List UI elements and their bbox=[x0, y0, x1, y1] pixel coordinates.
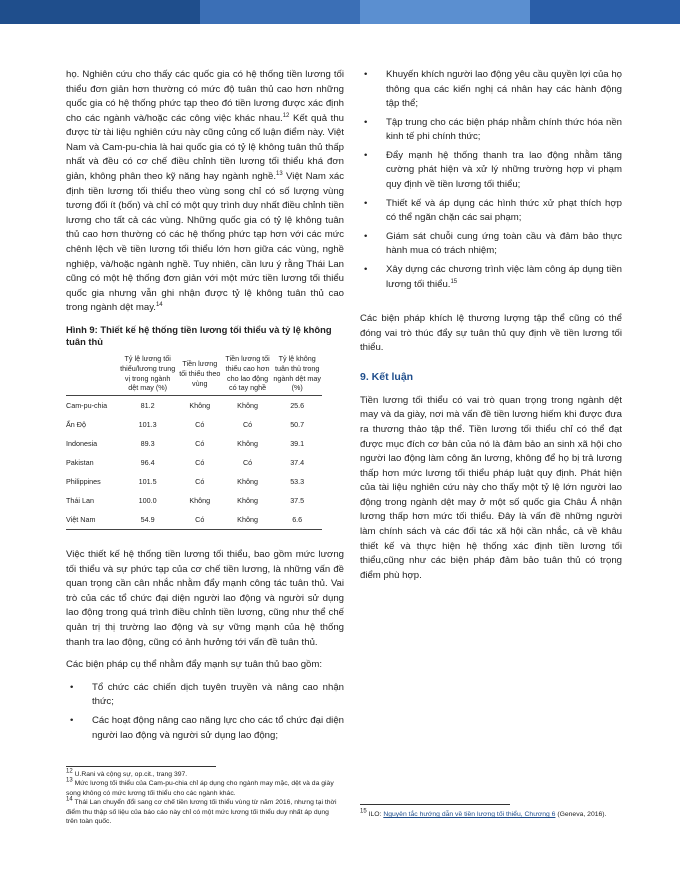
table-row bbox=[66, 491, 322, 510]
table-cell: Cam-pu-chia bbox=[66, 400, 108, 410]
table-row bbox=[66, 472, 322, 491]
list-item: • Các hoạt động nâng cao năng lực cho các tổ chức đại diện người lao động và người sử dụng lao động; bbox=[66, 714, 344, 743]
table-cell: 101.3 bbox=[138, 419, 157, 429]
footnote bbox=[66, 798, 338, 826]
footnotes-left bbox=[66, 770, 338, 826]
left-column bbox=[66, 68, 344, 749]
table-cell: 100.0 bbox=[138, 495, 157, 505]
table-cell: 54.9 bbox=[119, 510, 177, 530]
table-cell: Pakistan bbox=[66, 457, 94, 467]
figure-title: Hình 9: Thiết kế hệ thống tiền lương tối thiểu và tỷ lệ không tuân thủ bbox=[66, 323, 332, 348]
footnote-ref[interactable]: 12 bbox=[282, 112, 290, 119]
table-cell: Có bbox=[242, 419, 253, 429]
table-cell: 81.2 bbox=[140, 400, 155, 410]
right-column bbox=[360, 68, 622, 591]
left-paragraph-2: Việc thiết kế hệ thống tiền lương tối thiểu, bao gồm mức lương tối thiểu và sự phức tạp của cơ chế tiền lương, là những vấn đề quan trọng cần cân nhắc nhằm đẩy mạnh công tác tuân thủ. Vai trò của các tổ chức đại diện người lao động và người sử dụng lao động trong quá trình điều chỉnh tiền lương, cũng như thể chế quản trị thị trường lao động và sự vững mạnh của hệ thống thanh tra lao động, cũng có ảnh hưởng tới vấn đề tuân thủ. bbox=[66, 549, 344, 648]
table-cell: Không bbox=[189, 495, 211, 505]
table-cell: 53.3 bbox=[290, 476, 305, 486]
table-cell: Philippines bbox=[66, 476, 101, 486]
header-bar-segment bbox=[200, 0, 360, 24]
list-item: • Tổ chức các chiến dịch tuyên truyền và nâng cao nhận thức; bbox=[66, 681, 344, 710]
section-heading: 9. Kết luận bbox=[360, 370, 414, 383]
footnote-divider bbox=[66, 766, 216, 767]
table-cell: Có bbox=[195, 476, 205, 486]
list-item bbox=[360, 263, 622, 292]
table-cell: Không bbox=[237, 438, 258, 448]
table-row bbox=[66, 415, 322, 434]
table-cell: Có bbox=[195, 457, 205, 467]
table-cell: Thái Lan bbox=[66, 495, 94, 505]
table-cell: Indonesia bbox=[66, 438, 98, 448]
table-cell: Không bbox=[189, 400, 211, 410]
header-color-bar bbox=[0, 0, 680, 24]
footnote-text: (Geneva, 2016). bbox=[555, 811, 607, 818]
list-item: • Khuyến khích người lao động yêu cầu quyền lợi của họ thông qua các kiến nghị cá nhân hay các hành động tập thể; bbox=[360, 68, 622, 112]
right-paragraph-1: Các biện pháp khích lệ thương lượng tập thể cũng có thể đóng vai trò thúc đẩy sự tuân thủ quy định về tiền lương tối thiểu. bbox=[360, 313, 622, 354]
footnote-ref[interactable]: 15 bbox=[450, 278, 458, 285]
table-cell: 6.6 bbox=[272, 510, 322, 530]
measures-list-right bbox=[360, 68, 622, 292]
list-item: • Thiết kế và áp dụng các hình thức xử phạt thích hợp có thể ngăn chặn các sai phạm; bbox=[360, 197, 622, 226]
footnote-number: 13 bbox=[66, 778, 73, 785]
table-cell: Có bbox=[177, 510, 223, 530]
table-row bbox=[66, 396, 322, 416]
left-paragraph-1 bbox=[66, 68, 344, 316]
footnote-number: 12 bbox=[66, 768, 73, 775]
table-cell: Không bbox=[237, 476, 258, 486]
text-span: Việt Nam xác định tiền lương tối thiểu theo vùng song chỉ có số lượng vùng tương đối ít (bốn) và chỉ có một quy trình duy nhất điều chỉnh tiền lương cho tất cả các vùng. Những quốc gia có tỷ lệ không tuân thủ cao hơn thường có các hệ thống phức tạp hơn với các mức chênh lệch về tiền lương tối thiểu lớn hơn giữa các vùng, nghề nghiệp, và/hoặc ngành nghề. Tuy nhiên, cần lưu ý rằng Thái Lan cũng có một hệ thống đơn giản với một mức tiền lương tối thiểu quốc gia nhưng vẫn ghi nhận được tỷ lệ không tuân thủ cao trong ngành dệt may. bbox=[66, 171, 345, 314]
footnote-link[interactable]: Nguyên tắc hướng dẫn về tiền lương tối thiểu, Chương 6 bbox=[383, 811, 556, 818]
compliance-table bbox=[66, 352, 322, 530]
table-header-cell bbox=[66, 352, 119, 395]
table-row bbox=[66, 434, 322, 453]
measures-list-left bbox=[66, 681, 344, 743]
table-cell: 37.5 bbox=[290, 495, 305, 505]
right-paragraph-2: Tiền lương tối thiểu có vai trò quan trọng trong ngành dệt may và da giày, nơi mà vấn đề tiền lương hiếm khi được đưa ra thương thảo tập thể. Tiền lương tối thiểu chỉ có thể đạt được mục đích cơ bản của nó là đảm bảo an sinh xã hội cho người lao động làm công ăn lương, không để họ bị trả lương thấp hơn mức lương tối thiểu pháp luật quy định. Phát hiện của tài liệu nghiên cứu này cho thấy một tỷ lệ lớn người lao động trong ngành dệt may ở một số quốc gia Châu Á nhận lương thấp hơn mức tối thiểu. Đây là vấn đề những người làm chính sách và các đối tác xã hội cần nhắc, cả về khâu thiết kế và thực hiện hệ thống xác định tiền lương tối thiểu,cũng như các biện pháp đảm bảo tuân thủ có trọng điểm phù hợp. bbox=[360, 394, 622, 581]
footnote bbox=[360, 810, 622, 819]
footnote-ref[interactable]: 14 bbox=[155, 302, 163, 309]
text-span: họ. Nghiên cứu cho thấy các quốc gia có hệ thống tiền lương tối thiểu đơn giản hơn thường có mức độ tuân thủ cao hơn những quốc gia có hệ thống phức tạp theo đó tiền lương được xác định cho các ngành và/hoặc các công việc khác nhau. bbox=[66, 69, 344, 124]
text-span: Kết quả thu được từ tài liệu nghiên cứu này cũng củng cố luận điểm này. Việt Nam và Cam-pu-chia là hai quốc gia có tỷ lệ không tuân thủ thấp nhất và đều có cơ chế điều chỉnh tiền lương tối thiểu khá đơn giản, không phân theo kỹ năng hay ngành nghề. bbox=[66, 112, 344, 183]
table-cell: 89.3 bbox=[140, 438, 155, 448]
footnote-text: ILO: bbox=[366, 811, 384, 818]
table-header-cell: Tiền lương tối thiểu cao hơn cho lao động có tay nghề bbox=[225, 354, 270, 393]
table-cell: 50.7 bbox=[290, 419, 305, 429]
table-header-cell: Tiền lương tối thiểu theo vùng bbox=[179, 359, 221, 388]
table-cell: 25.6 bbox=[290, 400, 305, 410]
footnote-text: Thái Lan chuyển đổi sang cơ chế tiền lương tối thiểu vùng từ năm 2016, nhưng tại thời điểm thu thập số liệu của báo cáo này chỉ có một mức lương tối thiểu duy nhất áp dụng trên toàn quốc. bbox=[66, 799, 337, 825]
footnote-ref[interactable]: 13 bbox=[276, 170, 283, 177]
header-bar-segment bbox=[360, 0, 530, 24]
left-paragraph-3: Các biện pháp cụ thể nhằm đẩy mạnh sự tuân thủ bao gồm: bbox=[66, 659, 323, 671]
table-cell: Có bbox=[195, 419, 205, 429]
footnote bbox=[66, 770, 338, 779]
footnote-number: 14 bbox=[66, 796, 73, 803]
table-cell: Có bbox=[242, 457, 253, 467]
text-span: Xây dựng các chương trình việc làm công áp dụng tiền lương tối thiểu. bbox=[386, 263, 622, 290]
footnote-divider bbox=[360, 804, 510, 805]
table-header-cell: Tỷ lệ lương tối thiểu/lương trung vị trong ngành dệt may (%) bbox=[120, 354, 176, 393]
list-item: • Giám sát chuỗi cung ứng toàn cầu và đảm bảo thực hành mua có trách nhiệm; bbox=[360, 230, 622, 259]
table-cell: Ấn Độ bbox=[66, 419, 86, 429]
list-item: • Đẩy mạnh hệ thống thanh tra lao động nhằm tăng cường phát hiện và xử lý những trường hợp vi phạm quy định về tiền lương tối thiểu; bbox=[360, 149, 622, 193]
table-header-cell: Tỷ lệ không tuân thủ trong ngành dệt may (%) bbox=[273, 354, 321, 393]
table-cell: 101.5 bbox=[138, 476, 157, 486]
table-cell: Không bbox=[223, 510, 273, 530]
footnote-text: U.Rani và cộng sự, op.cit., trang 397. bbox=[72, 771, 188, 778]
table-cell: 37.4 bbox=[290, 457, 305, 467]
table-row bbox=[66, 453, 322, 472]
footnotes-right bbox=[360, 810, 622, 819]
table-cell: Không bbox=[237, 400, 258, 410]
footnote-number: 15 bbox=[360, 808, 367, 815]
table-cell: Không bbox=[237, 495, 258, 505]
header-bar-segment bbox=[530, 0, 680, 24]
table-cell: Việt Nam bbox=[66, 510, 119, 530]
table-cell: 96.4 bbox=[140, 457, 155, 467]
table-cell: 39.1 bbox=[290, 438, 305, 448]
footnote-text: Mức lương tối thiểu của Cam-pu-chia chỉ áp dụng cho ngành may mặc, dệt và da giày song không có mức lương tối thiểu cho các ngành khác. bbox=[66, 780, 334, 797]
footnote bbox=[66, 779, 338, 798]
table-header-row bbox=[66, 352, 322, 395]
header-bar-segment bbox=[0, 0, 200, 24]
list-item: • Tập trung cho các biện pháp nhằm chính thức hóa nền kinh tế phi chính thức; bbox=[360, 116, 622, 145]
table-cell: Có bbox=[195, 438, 205, 448]
table-row bbox=[66, 510, 322, 530]
